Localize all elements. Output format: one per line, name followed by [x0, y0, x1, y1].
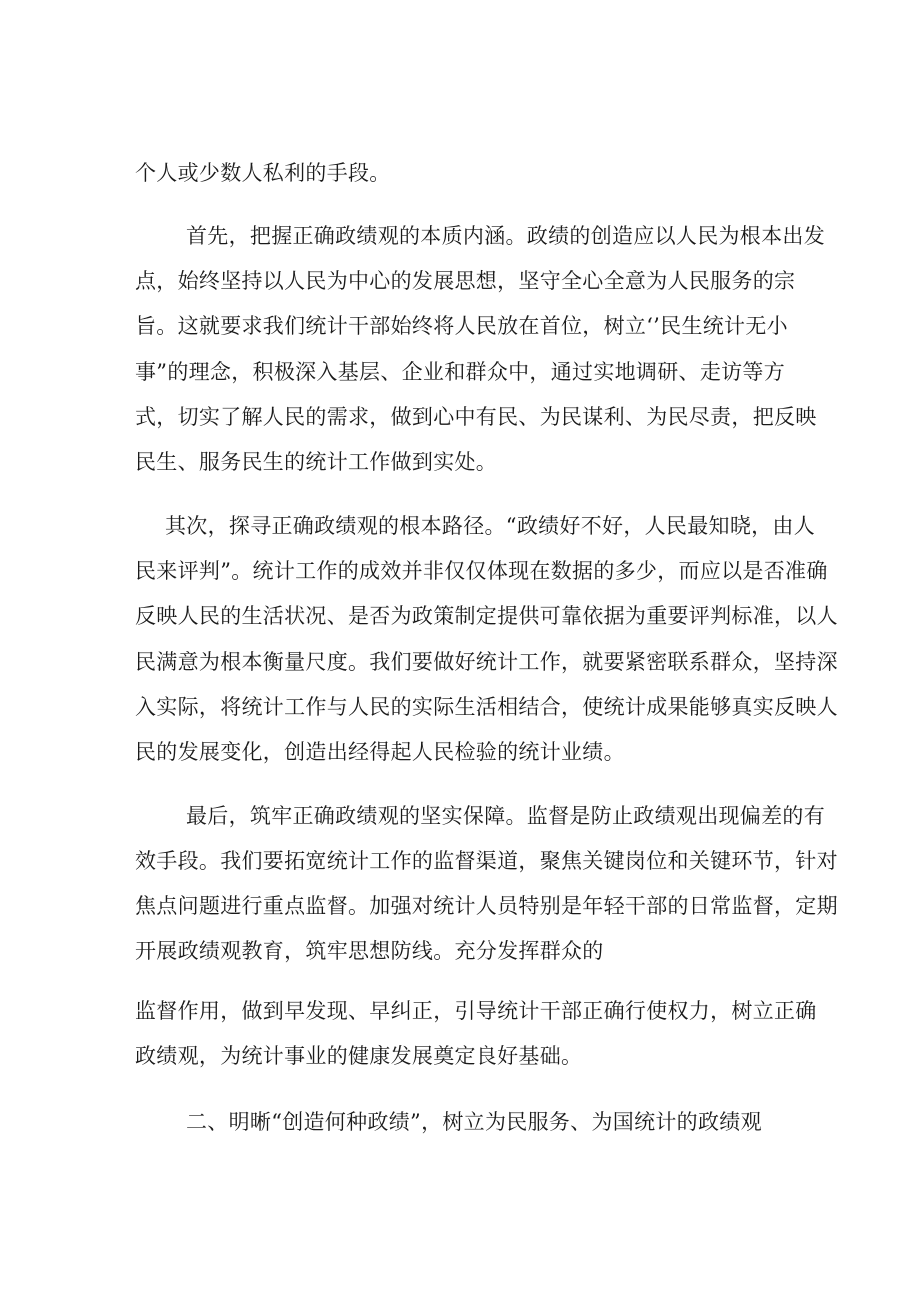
paragraph-4-line: 政绩观，为统计事业的健康发展奠定良好基础。 — [135, 1044, 583, 1068]
paragraph-3-line: 效手段。我们要拓宽统计工作的监督渠道，聚焦关键岗位和关键环节，针对 — [135, 849, 838, 873]
paragraph-1-line: 民生、服务民生的统计工作做到实处。 — [135, 450, 498, 474]
paragraph-1-line: 首先，把握正确政绩观的本质内涵。政绩的创造应以人民为根本出发 — [186, 224, 825, 248]
paragraph-1-line: 式，切实了解人民的需求，做到心中有民、为民谋利、为民尽责，把反映 — [135, 405, 817, 429]
paragraph-2-line: 民满意为根本衡量尺度。我们要做好统计工作，就要紧密联系群众，坚持深 — [135, 650, 838, 674]
text-line-fragment: 个人或少数人私利的手段。 — [135, 161, 391, 185]
paragraph-2-line: 民的发展变化，创造出经得起人民检验的统计业绩。 — [135, 740, 625, 764]
paragraph-3-line: 最后，筑牢正确政绩观的坚实保障。监督是防止政绩观出现偏差的有 — [186, 804, 825, 828]
paragraph-1-line: 点，始终坚持以人民为中心的发展思想，坚守全心全意为人民服务的宗 — [135, 269, 796, 293]
paragraph-2-line: 民来评判”。统计工作的成效并非仅仅体现在数据的多少，而应以是否准确 — [135, 559, 828, 583]
paragraph-1-line: 事”的理念，积极深入基层、企业和群众中，通过实地调研、走访等方 — [135, 360, 786, 384]
paragraph-4-line: 监督作用，做到早发现、早纠正，引导统计干部正确行使权力，树立正确 — [135, 999, 817, 1023]
paragraph-2-line: 入实际，将统计工作与人民的实际生活相结合，使统计成果能够真实反映人 — [135, 695, 838, 719]
section-heading: 二、明晰“创造何种政绩”，树立为民服务、为国统计的政绩观 — [186, 1110, 762, 1134]
paragraph-1-line: 旨。这就要求我们统计干部始终将人民放在首位，树立‘’民生统计无小 — [135, 314, 788, 338]
paragraph-3-line: 焦点问题进行重点监督。加强对统计人员特别是年轻干部的日常监督，定期 — [135, 894, 838, 918]
paragraph-3-line: 开展政绩观教育，筑牢思想防线。充分发挥群众的 — [135, 939, 604, 963]
paragraph-2-line: 反映人民的生活状况、是否为政策制定提供可靠依据为重要评判标准，以人 — [135, 604, 838, 628]
paragraph-2-line: 其次，探寻正确政绩观的根本路径。“政绩好不好，人民最知晓，由人 — [165, 514, 816, 538]
